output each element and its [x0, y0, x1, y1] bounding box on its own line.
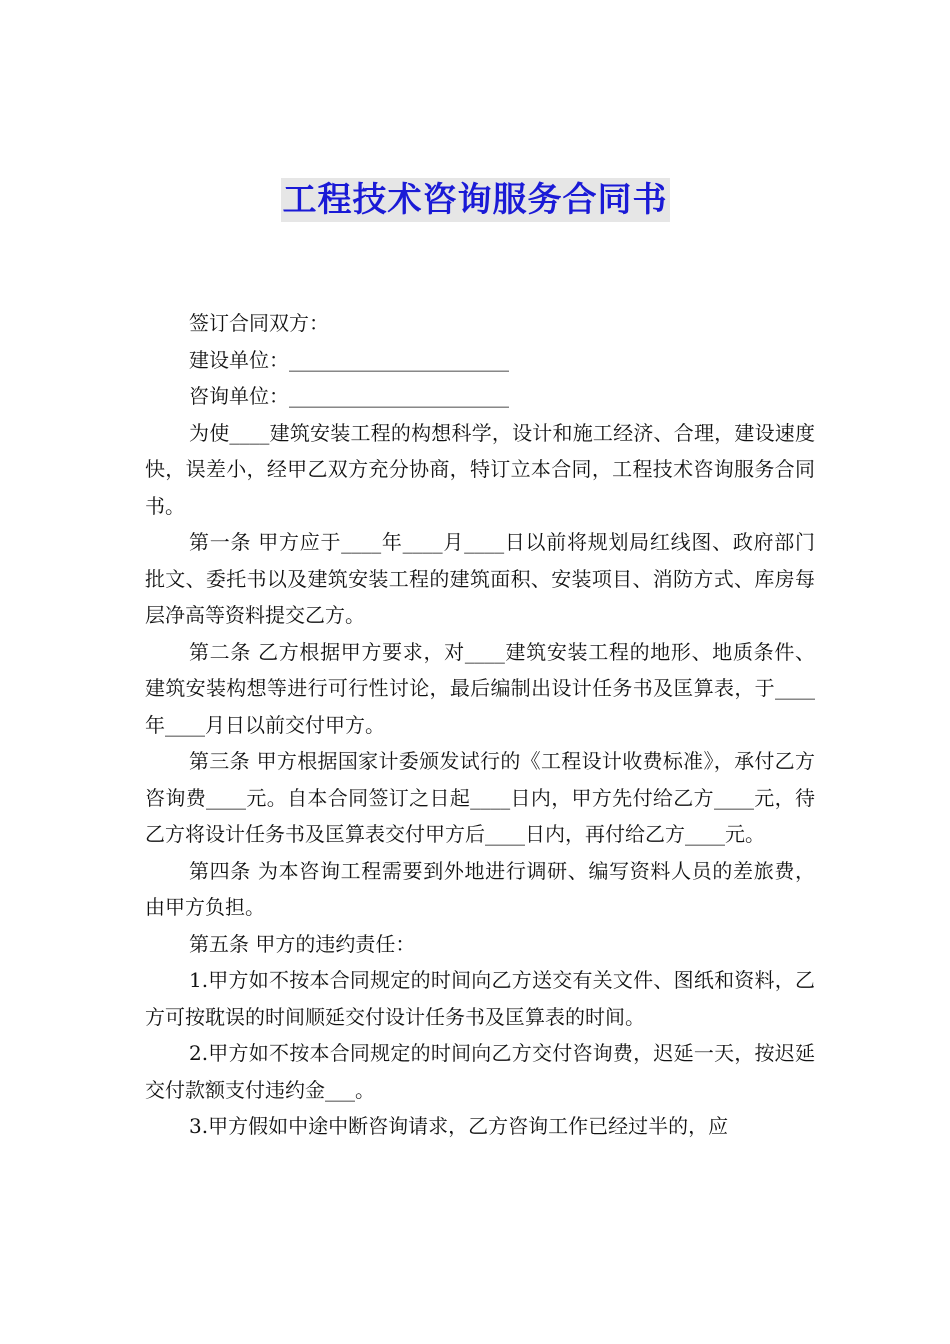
document-title: 工程技术咨询服务合同书 — [282, 180, 668, 220]
paragraph-item-1: 1.甲方如不按本合同规定的时间向乙方送交有关文件、图纸和资料，乙方可按耽误的时间顺延交付设计任务书及匡算表的时间。 — [145, 968, 815, 1029]
paragraph-article-1: 第一条 甲方应于____年____月____日以前将规划局红线图、政府部门批文、委托书以及建筑安装工程的建筑面积、安装项目、消防方式、库房每层净高等资料提交乙方。 — [145, 530, 815, 627]
paragraph-article-3: 第三条 甲方根据国家计委颁发试行的《工程设计收费标准》，承付乙方咨询费____元。自本合同签订之日起____日内，甲方先付给乙方____元，待乙方将设计任务书及匡算表交付甲方后____日内，再付给乙方____元。 — [145, 749, 815, 846]
paragraph-consulting-unit: 咨询单位：______________________ — [189, 384, 509, 408]
paragraph-parties: 签订合同双方： — [189, 311, 329, 335]
paragraph-item-3: 3.甲方假如中途中断咨询请求，乙方咨询工作已经过半的，应 — [189, 1114, 729, 1138]
paragraph-preamble: 为使____建筑安装工程的构想科学，设计和施工经济、合理，建设速度快，误差小，经甲乙双方充分协商，特订立本合同，工程技术咨询服务合同书。 — [145, 420, 815, 518]
paragraph-article-4: 第四条 为本咨询工程需要到外地进行调研、编写资料人员的差旅费，由甲方负担。 — [145, 858, 815, 919]
contract-body — [145, 305, 815, 1145]
paragraph-article-2: 第二条 乙方根据甲方要求，对____建筑安装工程的地形、地质条件、建筑安装构想等进行可行性讨论，最后编制出设计任务书及匡算表，于____年____月日以前交付甲方。 — [145, 639, 815, 737]
paragraph-article-5: 第五条 甲方的违约责任： — [189, 931, 416, 956]
title-container — [0, 178, 950, 222]
paragraph-construction-unit: 建设单位：______________________ — [189, 347, 509, 372]
paragraph-item-2: 2.甲方如不按本合同规定的时间向乙方交付咨询费，迟延一天，按迟延交付款额支付违约金___。 — [145, 1041, 815, 1102]
